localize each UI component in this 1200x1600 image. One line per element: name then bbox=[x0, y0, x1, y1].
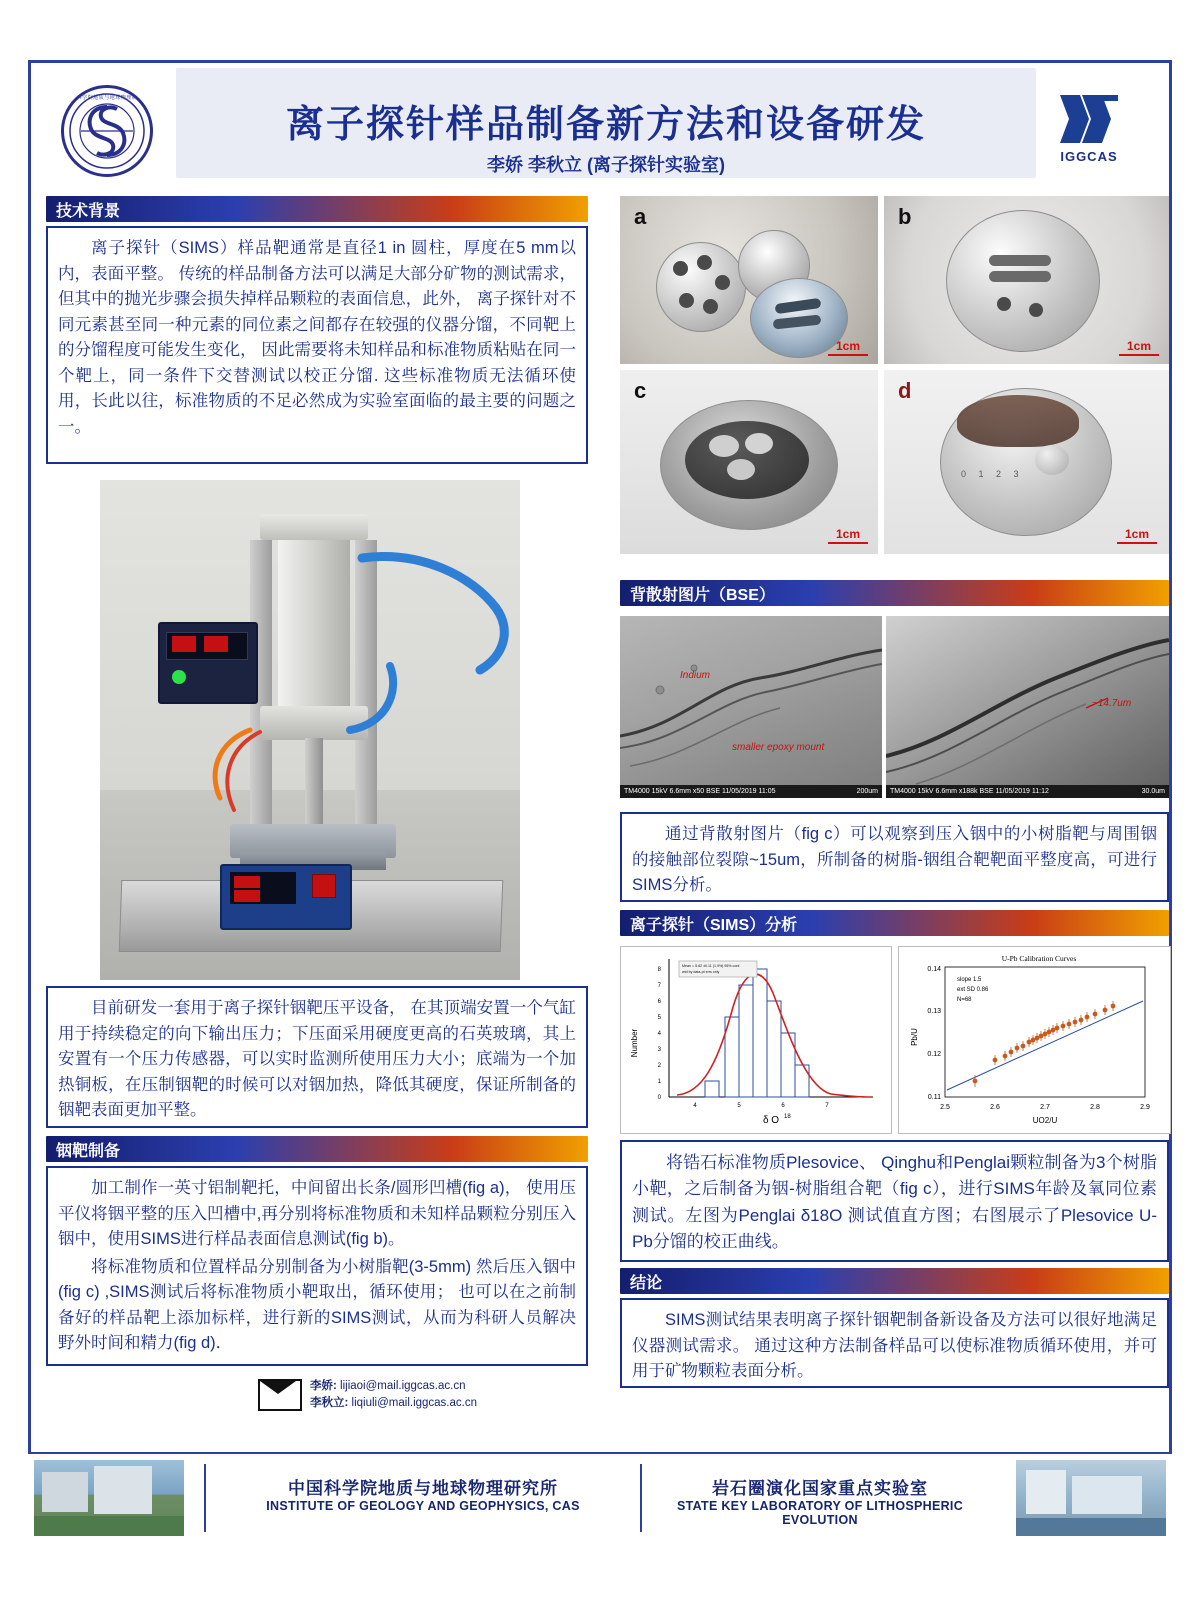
svg-text:Number: Number bbox=[630, 1028, 639, 1058]
footer-photo-right bbox=[1016, 1460, 1166, 1536]
air-hose-icon bbox=[100, 480, 520, 980]
footer-divider-2 bbox=[640, 1464, 642, 1532]
svg-text:1: 1 bbox=[657, 1079, 661, 1085]
bse-text-box bbox=[620, 812, 1169, 902]
igg-logo-text-cn: 中国科学院地质与地球物理研究所 bbox=[65, 95, 149, 101]
conclusion-paragraph: SIMS测试结果表明离子探针铟靶制备新设备及方法可以很好地满足仪器测试需求。 通过这种方法制备样品可以使标准物质循环使用，并可用于矿物颗粒表面分析。 bbox=[632, 1311, 1157, 1381]
svg-text:3: 3 bbox=[657, 1047, 661, 1053]
aluminum-holder-a bbox=[656, 242, 746, 332]
photo-c-label: c bbox=[634, 378, 647, 403]
svg-text:6: 6 bbox=[781, 1103, 785, 1109]
histogram-svg bbox=[621, 947, 889, 1131]
calibration-chart bbox=[898, 946, 1171, 1134]
calibration-svg bbox=[899, 947, 1168, 1131]
bse-left-annotation-top: Indium bbox=[680, 670, 711, 681]
section-heading-sims: 离子探针（SIMS）分析 bbox=[620, 910, 1169, 936]
footer-lab-en: STATE KEY LABORATORY OF LITHOSPHERIC EVOLUTION bbox=[676, 1499, 964, 1527]
svg-text:ext SD 0.86: ext SD 0.86 bbox=[957, 987, 989, 993]
svg-text:0.12: 0.12 bbox=[927, 1051, 941, 1058]
skl-logo-label: IGGCAS bbox=[1060, 148, 1118, 164]
svg-text:5: 5 bbox=[657, 1015, 661, 1021]
footer-divider-1 bbox=[204, 1464, 206, 1532]
bse-right-status-right: 30.0um bbox=[1141, 788, 1165, 795]
conclusion-text-box bbox=[620, 1298, 1169, 1388]
svg-text:0: 0 bbox=[657, 1095, 661, 1101]
svg-text:2.6: 2.6 bbox=[990, 1104, 1000, 1111]
skl-chevron-icon bbox=[1058, 91, 1120, 147]
footer-institute-en: INSTITUTE OF GEOLOGY AND GEOPHYSICS, CAS bbox=[266, 1499, 580, 1513]
photo-d-label: d bbox=[898, 378, 912, 403]
svg-text:U-Pb Calibration Curves: U-Pb Calibration Curves bbox=[1001, 954, 1077, 963]
background-paragraph: 离子探针（SIMS）样品靶通常是直径1 in 圆柱，厚度在5 mm以内，表面平整。 传统的样品制备方法可以满足大部分矿物的测试需求，但其中的抛光步骤会损失掉样品颗粒的表面信息，此外， 离子探针对不同元素甚至同一种元素的同位素之间都存在较强的仪器分馏，不同靶上的分馏程度可能发生变化， 因此需要将未知样品和标准物质粘贴在同一个靶上，同一条件下交替测试以校正分馏. 这些标准物质无法循环使用，长此以往，标准物质的不足必然成为实验室面临的最主要的问题之一。 bbox=[58, 239, 576, 436]
igg-logo bbox=[61, 85, 153, 177]
indium-text-box bbox=[46, 1166, 588, 1366]
photo-b-scale: 1cm bbox=[1119, 339, 1159, 356]
photo-a-scale: 1cm bbox=[828, 339, 868, 356]
photo-c-scale: 1cm bbox=[828, 527, 868, 544]
equipment-photo bbox=[100, 480, 520, 980]
svg-text:0.13: 0.13 bbox=[927, 1008, 941, 1015]
svg-text:N=68: N=68 bbox=[957, 997, 972, 1003]
photo-b-label: b bbox=[898, 204, 912, 229]
section-heading-indium: 铟靶制备 bbox=[46, 1136, 588, 1162]
svg-text:6: 6 bbox=[657, 999, 661, 1005]
indium-paragraph-1: 加工制作一英寸铝制靶托，中间留出长条/圆形凹槽(fig a)， 使用压平仪将铟平整的压入凹槽中,再分别将标准物质和未知样品颗粒分别压入铟中，使用SIMS进行样品表面信息测试(fig b)。 bbox=[58, 1179, 576, 1249]
contact-emails bbox=[310, 1378, 477, 1413]
bse-left-status-left: TM4000 15kV 6.6mm x50 BSE 11/05/2019 11:05 bbox=[624, 788, 776, 795]
footer-lab-cn: 岩石圈演化国家重点实验室 bbox=[712, 1479, 928, 1498]
svg-text:Mean = 5.62 ±0.11 (1.9%) 95% c: Mean = 5.62 ±0.11 (1.9%) 95% conf. bbox=[682, 964, 741, 968]
photo-d-scale: 1cm bbox=[1117, 527, 1157, 544]
svg-text:2.7: 2.7 bbox=[1040, 1104, 1050, 1111]
contact-mail-1[interactable]: lijiaoi@mail.iggcas.ac.cn bbox=[340, 1379, 466, 1392]
svg-text:4: 4 bbox=[657, 1031, 661, 1037]
svg-text:2: 2 bbox=[657, 1063, 661, 1069]
photo-d bbox=[884, 370, 1169, 554]
bse-left-annotation-bottom: smaller epoxy mount bbox=[732, 742, 825, 753]
envelope-icon bbox=[258, 1379, 302, 1411]
contact-mail-2[interactable]: liqiuli@mail.iggcas.ac.cn bbox=[351, 1397, 477, 1409]
equipment-text-box bbox=[46, 986, 588, 1128]
svg-text:0.14: 0.14 bbox=[927, 966, 941, 973]
svg-text:slope 1.5: slope 1.5 bbox=[957, 977, 982, 983]
contact-name-1: 李娇: bbox=[310, 1379, 337, 1392]
sims-paragraph: 将锆石标准物质Plesovice、 Qinghu和Penglai颗粒制备为3个树脂小靶，之后制备为铟-树脂组合靶（fig c），进行SIMS年龄及氧同位素测试。左图为Penglai δ18O 测试值直方图；右图展示了Plesovice U-Pb分馏的校正曲线。 bbox=[632, 1153, 1157, 1252]
bse-right-statusbar bbox=[886, 785, 1169, 798]
histogram-chart bbox=[620, 946, 892, 1134]
svg-text:7: 7 bbox=[657, 983, 661, 989]
section-heading-bse: 背散射图片（BSE） bbox=[620, 580, 1169, 606]
svg-text:7: 7 bbox=[825, 1103, 829, 1109]
background-text-box bbox=[46, 226, 588, 464]
section-heading-background: 技术背景 bbox=[46, 196, 588, 222]
svg-text:8: 8 bbox=[657, 967, 661, 973]
footer-institute bbox=[218, 1474, 628, 1513]
svg-text:5: 5 bbox=[737, 1103, 741, 1109]
photo-c bbox=[620, 370, 878, 554]
skl-logo bbox=[1029, 81, 1149, 173]
footer-institute-cn: 中国科学院地质与地球物理研究所 bbox=[288, 1479, 558, 1498]
svg-text:4: 4 bbox=[693, 1103, 697, 1109]
bse-image-left bbox=[620, 616, 882, 798]
svg-text:Pb/U: Pb/U bbox=[910, 1028, 919, 1046]
contact-block bbox=[258, 1372, 588, 1418]
photo-a-label: a bbox=[634, 204, 647, 229]
svg-text:0.11: 0.11 bbox=[927, 1094, 941, 1101]
sims-text-box bbox=[620, 1140, 1169, 1262]
bse-paragraph: 通过背散射图片（fig c）可以观察到压入铟中的小树脂靶与周围铟的接触部位裂隙~15um，所制备的树脂-铟组合靶靶面平整度高，可进行SIMS分析。 bbox=[632, 825, 1157, 895]
photo-a bbox=[620, 196, 878, 364]
igg-logo-icon bbox=[67, 91, 147, 171]
svg-text:wtd by data-pt errs only: wtd by data-pt errs only bbox=[682, 970, 720, 974]
equipment-paragraph: 目前研发一套用于离子探针铟靶压平设备， 在其顶端安置一个气缸用于持续稳定的向下输出压力；下压面采用硬度更高的石英玻璃，其上安置有一个压力传感器，可以实时监测所使用压力大小；底端为一个加热铜板，在压制铟靶的时候可以对铟加热，降低其硬度，保证所制备的铟靶表面更加平整。 bbox=[58, 999, 576, 1120]
svg-text:δ O: δ O bbox=[762, 1115, 780, 1126]
poster-footer bbox=[28, 1452, 1172, 1546]
footer-lab bbox=[650, 1474, 990, 1527]
poster-header bbox=[31, 63, 1169, 188]
indium-target-c bbox=[660, 400, 838, 530]
contact-name-2: 李秋立: bbox=[310, 1397, 349, 1409]
footer-photo-left bbox=[34, 1460, 184, 1536]
svg-text:2.9: 2.9 bbox=[1140, 1104, 1150, 1111]
svg-text:2.5: 2.5 bbox=[940, 1104, 950, 1111]
svg-text:UO2/U: UO2/U bbox=[1032, 1116, 1058, 1125]
svg-text:18: 18 bbox=[784, 1114, 791, 1120]
svg-text:2.8: 2.8 bbox=[1090, 1104, 1100, 1111]
bse-left-status-right: 200um bbox=[856, 788, 878, 795]
photo-b bbox=[884, 196, 1169, 364]
bse-right-annotation: ~14.7um bbox=[1092, 698, 1132, 709]
indium-paragraph-2: 将标准物质和位置样品分别制备为小树脂靶(3-5mm) 然后压入铟中(fig c) ,SIMS测试后将标准物质小靶取出，循环使用； 也可以在之前制备好的样品靶上添加标样，进行新的SIMS测试，从而为科研人员解决野外时间和精力(fig d)． bbox=[58, 1257, 576, 1353]
bse-right-status-left: TM4000 15kV 6.6mm x188k BSE 11/05/2019 11:12 bbox=[890, 788, 1049, 795]
target-disc-b bbox=[946, 210, 1100, 352]
author-line: 李娇 李秋立 (离子探针实验室) bbox=[487, 155, 725, 175]
mounted-target-d: 0 1 2 3 bbox=[940, 388, 1112, 536]
page-title: 离子探针样品制备新方法和设备研发 bbox=[285, 104, 926, 146]
bse-image-right bbox=[886, 616, 1169, 798]
section-heading-conclusion: 结论 bbox=[620, 1268, 1169, 1294]
bse-left-statusbar bbox=[620, 785, 882, 798]
